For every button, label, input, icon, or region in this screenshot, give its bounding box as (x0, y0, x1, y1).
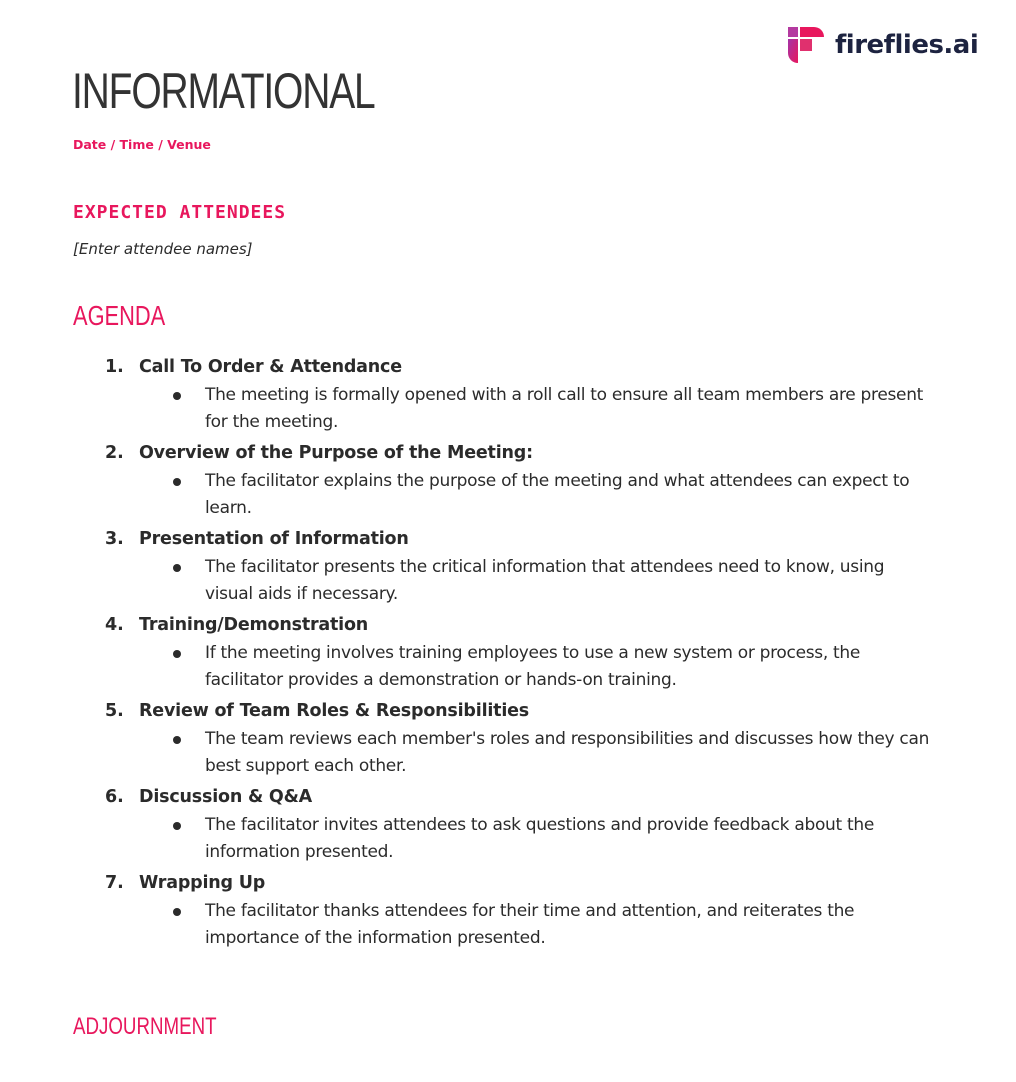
bullet-icon (173, 736, 181, 744)
agenda-item-number: 2. (105, 443, 124, 463)
agenda-item (105, 352, 945, 435)
fireflies-logo-icon (788, 27, 824, 63)
bullet-icon (173, 908, 181, 916)
agenda-item-title: Presentation of Information (139, 529, 409, 549)
agenda-item-title: Call To Order & Attendance (139, 357, 402, 377)
agenda-item-number: 7. (105, 873, 124, 893)
agenda-item-title: Training/Demonstration (139, 615, 369, 635)
agenda-item-detail: The facilitator explains the purpose of the meeting and what attendees can expect to learn. (205, 471, 910, 518)
agenda-item-detail: The meeting is formally opened with a roll call to ensure all team members are present for the meeting. (205, 385, 924, 432)
logo-text: fireflies.ai (835, 30, 979, 60)
agenda-item (105, 868, 945, 951)
adjournment-heading: ADJOURNMENT (73, 1013, 217, 1040)
agenda-item (105, 696, 945, 779)
bullet-icon (173, 822, 181, 830)
agenda-heading: AGENDA (73, 300, 166, 331)
agenda-item-detail: The team reviews each member's roles and responsibilities and discusses how they can best support each other. (205, 729, 930, 776)
agenda-item-title: Discussion & Q&A (139, 787, 313, 807)
document-title: INFORMATIONAL (72, 63, 375, 119)
agenda-item-number: 5. (105, 701, 124, 721)
agenda-item (105, 610, 945, 693)
agenda-list (105, 352, 945, 954)
agenda-item-number: 4. (105, 615, 124, 635)
agenda-item-number: 1. (105, 357, 124, 377)
agenda-item-number: 3. (105, 529, 124, 549)
bullet-icon (173, 564, 181, 572)
bullet-icon (173, 392, 181, 400)
agenda-item-detail: The facilitator presents the critical information that attendees need to know, using visual aids if necessary. (205, 557, 885, 604)
agenda-item-detail: The facilitator invites attendees to ask questions and provide feedback about the information presented. (205, 815, 874, 862)
agenda-item (105, 524, 945, 607)
attendee-names-placeholder: [Enter attendee names] (73, 240, 253, 258)
bullet-icon (173, 650, 181, 658)
agenda-item-title: Overview of the Purpose of the Meeting: (139, 443, 533, 463)
agenda-item-title: Review of Team Roles & Responsibilities (139, 701, 530, 721)
date-time-venue: Date / Time / Venue (73, 137, 211, 152)
fireflies-logo (788, 27, 978, 63)
agenda-item (105, 438, 945, 521)
agenda-item-detail: If the meeting involves training employees to use a new system or process, the facilitator provides a demonstration or hands-on training. (205, 643, 861, 690)
bullet-icon (173, 478, 181, 486)
agenda-item (105, 782, 945, 865)
agenda-item-number: 6. (105, 787, 124, 807)
agenda-item-detail: The facilitator thanks attendees for their time and attention, and reiterates the importance of the information presented. (205, 901, 855, 948)
agenda-item-title: Wrapping Up (139, 873, 266, 893)
expected-attendees-heading: EXPECTED ATTENDEES (73, 202, 287, 223)
